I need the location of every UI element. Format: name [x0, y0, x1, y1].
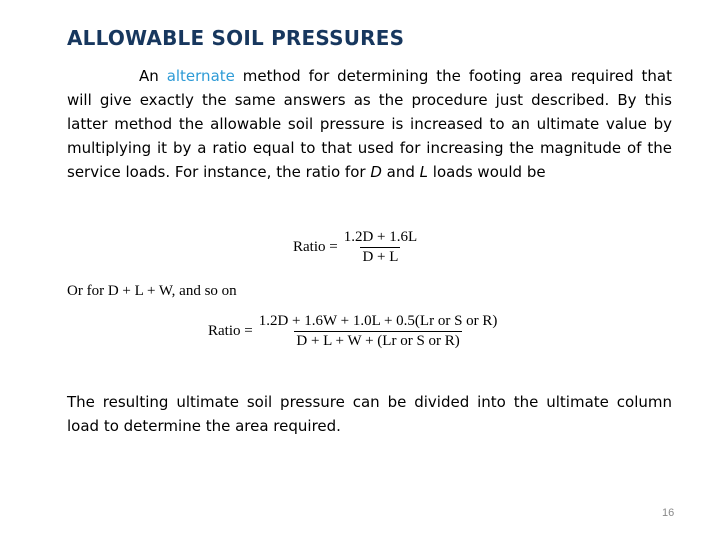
intro-text-1: method for determining the footing area required that will give exactly the same answers as the procedure just described. By this latter method the allowable soil pressure is increased to an ultimate value by multiplying it by a ratio equal to that used for increasing the magnitude of the service loads. For instance, the ratio for	[67, 67, 673, 181]
equation-lhs: Ratio =	[208, 323, 253, 339]
slide-title: ALLOWABLE SOIL PRESSURES	[67, 26, 405, 50]
fraction	[257, 313, 500, 350]
intro-text-2: and	[381, 163, 420, 181]
intro-paragraph	[67, 64, 672, 184]
var-l: L	[419, 163, 429, 181]
denominator: D + L	[362, 249, 399, 265]
fraction	[342, 229, 419, 266]
conclusion-paragraph: The resulting ultimate soil pressure can be divided into the ultimate column load to determine the area required.	[67, 393, 672, 435]
var-d: D	[370, 163, 382, 181]
equation-lhs: Ratio =	[293, 239, 338, 255]
denominator: D + L + W + (Lr or S or R)	[296, 333, 460, 349]
ratio-equation-dl	[293, 229, 419, 266]
numerator: 1.2D + 1.6W + 1.0L + 0.5(Lr or S or R)	[258, 313, 498, 329]
alternate-word: alternate	[166, 67, 235, 85]
intro-pre: An	[139, 67, 167, 85]
intro-text-3: loads would be	[428, 163, 546, 181]
page-number: 16	[662, 507, 675, 519]
numerator: 1.2D + 1.6L	[343, 229, 418, 245]
or-line: Or for D + L + W, and so on	[67, 283, 237, 299]
ratio-equation-dlw	[208, 313, 499, 350]
